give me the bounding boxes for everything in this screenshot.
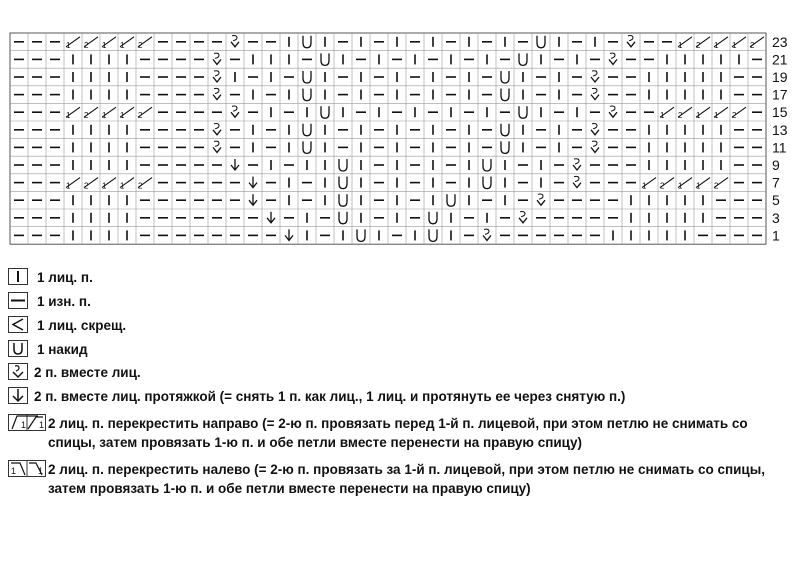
yarn-over-icon [8,340,28,357]
svg-text:1: 1 [11,466,17,476]
svg-text:1: 1 [38,466,44,476]
knit-icon [8,268,28,285]
legend-item-crossed-knit [8,316,126,335]
svg-text:2: 2 [714,181,719,191]
svg-text:1: 1 [642,181,647,191]
legend-item-purl [8,292,91,311]
svg-text:1: 1 [66,40,71,50]
legend-text-right-cross: 2 лиц. п. перекрестить направо (= 2-ю п. провязать перед 1-й п. лицевой, при этом петлю не снимать со спицы, затем провязать 1-ю п. и обе петли вместе перенести на правую спицу) [48,416,748,450]
svg-text:1: 1 [678,40,683,50]
legend-text-ssk: 2 п. вместе лиц. протяжкой (= снять 1 п. как лиц., 1 лиц. и протянуть ее через снятую п.) [34,389,626,404]
row-number: 3 [772,209,780,226]
svg-text:2: 2 [678,111,683,121]
row-number: 17 [772,86,788,103]
svg-text:2: 2 [84,40,89,50]
svg-text:1: 1 [120,181,125,191]
legend-text-k2tog: 2 п. вместе лиц. [34,365,141,380]
legend-text-left-cross: 2 лиц. п. перекрестить налево (= 2-ю п. провязать за 1-й п. лицевой, при этом петлю не снимать со спицы, затем провязать 1-ю п. и обе петли вместе перенести на правую спицу) [48,462,766,496]
legend-item-knit [8,268,93,287]
svg-text:2: 2 [84,181,89,191]
right-cross-icon [8,414,46,431]
legend-text-yarn-over: 1 накид [37,342,88,357]
legend-text-crossed-knit: 1 лиц. скрещ. [37,318,127,333]
row-number: 19 [772,69,788,85]
row-number: 7 [772,174,780,191]
svg-text:1: 1 [66,181,71,191]
svg-text:1: 1 [660,111,665,121]
svg-text:1: 1 [714,40,719,50]
svg-text:2: 2 [750,40,755,50]
svg-text:2: 2 [84,111,89,121]
legend-item-yarn-over [8,340,88,359]
ssk-icon [8,387,28,404]
left-cross-icon [8,460,46,477]
svg-text:1: 1 [39,420,45,430]
legend-item-left-cross [8,460,778,498]
row-number: 15 [772,104,788,121]
row-number: 9 [772,157,780,173]
svg-text:2: 2 [138,40,143,50]
svg-text:1: 1 [678,181,683,191]
knitting-chart [0,0,810,260]
k2tog-icon [8,363,28,380]
legend-item-right-cross [8,414,778,452]
row-numbers [772,34,788,244]
svg-text:2: 2 [138,111,143,121]
row-number: 1 [772,227,780,244]
legend-text-knit: 1 лиц. п. [37,270,93,285]
svg-text:1: 1 [696,181,701,191]
row-number: 5 [772,192,780,209]
row-number: 23 [772,33,788,50]
svg-text:1: 1 [732,40,737,50]
svg-text:2: 2 [732,111,737,121]
svg-text:2: 2 [660,181,665,191]
svg-text:1: 1 [21,420,27,430]
svg-text:1: 1 [714,111,719,121]
purl-icon [8,292,28,309]
row-number: 21 [772,51,788,68]
row-number: 11 [772,139,787,156]
svg-text:2: 2 [696,40,701,50]
row-number: 13 [772,121,788,138]
svg-text:1: 1 [102,40,107,50]
chart-grid [10,33,766,244]
svg-text:1: 1 [102,181,107,191]
svg-text:2: 2 [138,181,143,191]
legend-item-k2tog [8,363,141,382]
svg-text:1: 1 [120,40,125,50]
crossed-knit-icon [8,316,28,333]
svg-text:1: 1 [102,111,107,121]
legend-item-ssk [8,387,625,406]
svg-text:1: 1 [66,111,71,121]
legend-text-purl: 1 изн. п. [37,294,91,309]
svg-text:1: 1 [696,111,701,121]
svg-text:1: 1 [120,111,125,121]
